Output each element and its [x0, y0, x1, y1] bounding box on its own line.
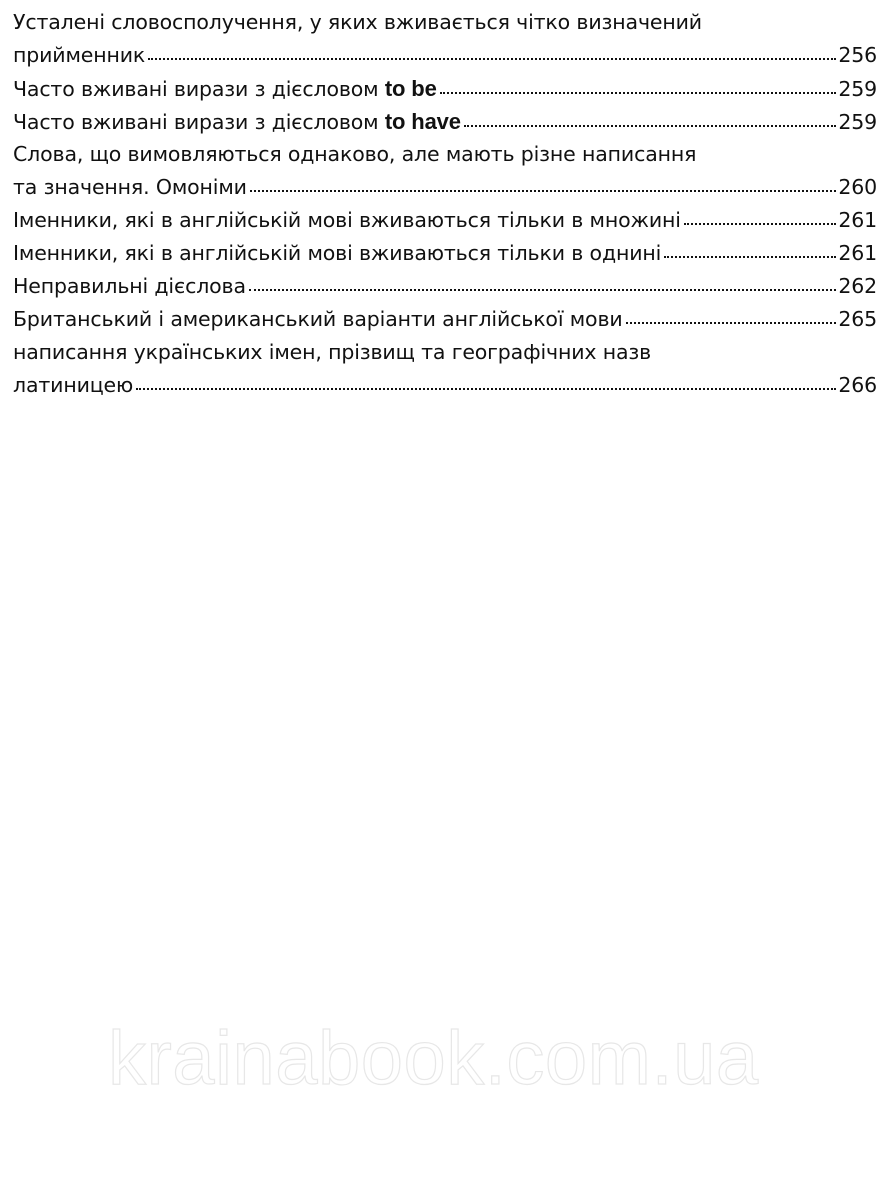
- toc-entry-fixed-phrases[interactable]: [13, 6, 877, 72]
- toc-entry-emphasis: to have: [384, 109, 461, 134]
- toc-entry-title: прийменник: [13, 43, 146, 67]
- toc-entry-homonyms[interactable]: [13, 138, 877, 204]
- toc-page-number: 262: [838, 274, 877, 298]
- toc-entry-title: [13, 105, 461, 139]
- toc-page-number: 256: [838, 43, 877, 67]
- toc-entry-last-line: [13, 72, 877, 105]
- toc-entry-last-line: [13, 105, 877, 138]
- toc-dot-leader: [684, 222, 837, 225]
- toc-entry-plural-nouns[interactable]: [13, 204, 877, 237]
- toc-page-number: 261: [838, 241, 877, 265]
- watermark: krainabook.com.ua: [108, 1016, 759, 1101]
- toc-dot-leader: [249, 288, 836, 291]
- toc-entry-last-line: [13, 270, 877, 303]
- toc-entry-title: Іменники, які в англійській мові вживаються тільки в множині: [13, 208, 681, 232]
- toc-entry-last-line: [13, 369, 877, 402]
- toc-entry-singular-nouns[interactable]: [13, 237, 877, 270]
- toc-entry-last-line: [13, 39, 877, 72]
- toc-dot-leader: [250, 189, 837, 192]
- toc-entry-last-line: [13, 303, 877, 336]
- toc-entry-transliteration[interactable]: [13, 336, 877, 402]
- toc-page-number: 261: [838, 208, 877, 232]
- toc-entry-title: латиницею: [13, 373, 134, 397]
- toc-entry-irregular-verbs[interactable]: [13, 270, 877, 303]
- toc-entry-title-line: Усталені словосполучення, у яких вживається чітко визначений: [13, 10, 702, 34]
- toc-entry-title: Іменники, які в англійській мові вживаються тільки в однині: [13, 241, 662, 265]
- toc-entry-title-line: Слова, що вимовляються однаково, але мають різне написання: [13, 142, 697, 166]
- toc-page-number: 260: [838, 175, 877, 199]
- toc-entry-to-have[interactable]: [13, 105, 877, 138]
- toc-dot-leader: [136, 387, 836, 390]
- toc-dot-leader: [464, 124, 836, 127]
- toc-entry-title-line: написання українських імен, прізвищ та географічних назв: [13, 340, 652, 364]
- toc-page-number: 259: [838, 110, 877, 134]
- toc-entry-last-line: [13, 237, 877, 270]
- toc-page-number: 265: [838, 307, 877, 331]
- toc-entry-last-line: [13, 204, 877, 237]
- toc-dot-leader: [440, 91, 837, 94]
- toc-entry-title: та значення. Омоніми: [13, 175, 247, 199]
- toc-entry-title: Неправильні дієслова: [13, 274, 246, 298]
- toc-entry-title: [13, 72, 437, 106]
- toc-page-number: 259: [838, 77, 877, 101]
- table-of-contents: [13, 6, 877, 402]
- toc-dot-leader: [626, 321, 837, 324]
- toc-dot-leader: [664, 255, 836, 258]
- toc-page-number: 266: [838, 373, 877, 397]
- toc-entry-to-be[interactable]: [13, 72, 877, 105]
- toc-entry-emphasis: to be: [384, 76, 437, 101]
- toc-entry-title: Британський і американський варіанти англійської мови: [13, 307, 623, 331]
- toc-dot-leader: [148, 57, 836, 60]
- toc-entry-title-text: Часто вживані вирази з дієсловом: [13, 77, 385, 101]
- toc-entry-title-text: Часто вживані вирази з дієсловом: [13, 110, 385, 134]
- toc-entry-british-american[interactable]: [13, 303, 877, 336]
- toc-entry-last-line: [13, 171, 877, 204]
